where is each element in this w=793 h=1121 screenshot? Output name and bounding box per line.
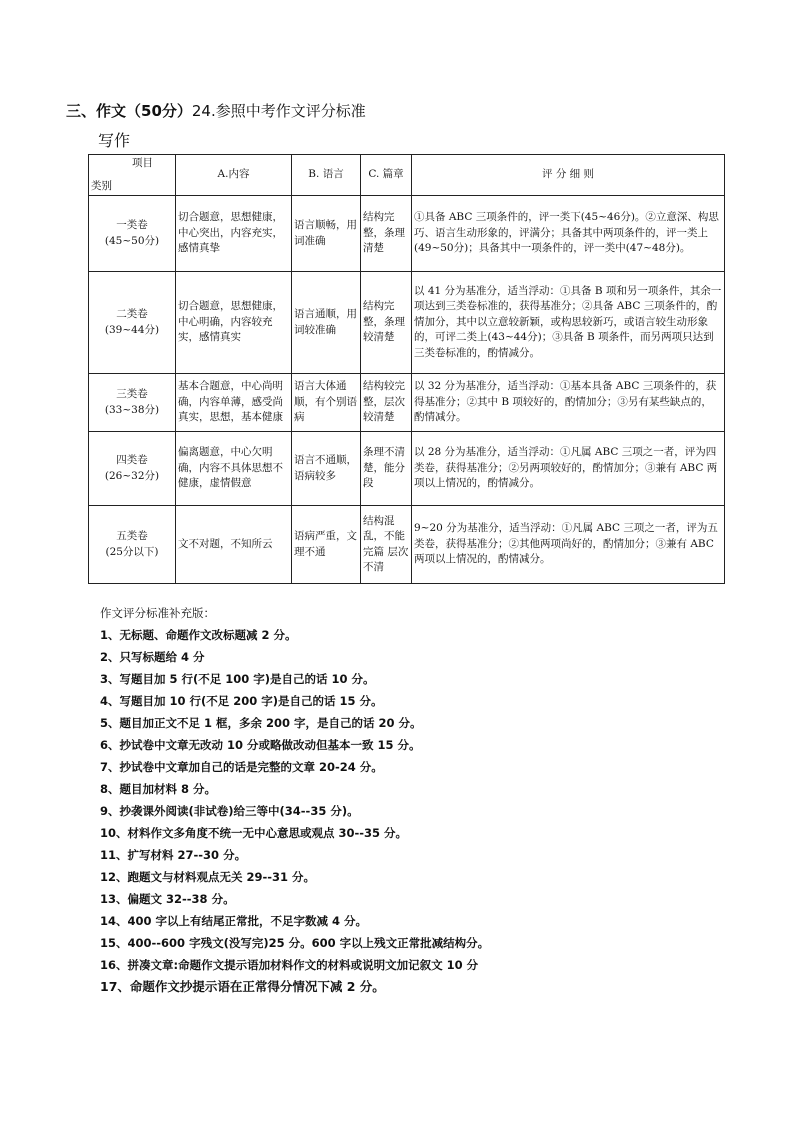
grade-name: 五类卷 bbox=[116, 530, 148, 542]
grade-cell bbox=[89, 196, 176, 272]
section-heading bbox=[66, 100, 366, 121]
grade-range: (25分以下) bbox=[105, 545, 159, 558]
detail-cell: ①具备 ABC 三项条件的，评一类下(45~46分)。②立意深、构思巧、语言生动形象的，评满分；具备其中两项条件的，评一类上(49~50分)；具备其中一项条件的，评一类中(47~48分)。 bbox=[412, 196, 725, 272]
content-cell: 切合题意，思想健康，中心突出，内容充实，感情真挚 bbox=[176, 196, 292, 272]
language-cell: 语言通顺，用词较准确 bbox=[292, 272, 361, 374]
structure-cell: 结构较完整，层次较清楚 bbox=[361, 374, 412, 432]
list-item: 12、跑题文与材料观点无关 29--31 分。 bbox=[100, 870, 316, 884]
grade-name: 一类卷 bbox=[116, 219, 148, 231]
grade-cell bbox=[89, 506, 176, 584]
header-language: B. 语言 bbox=[292, 155, 361, 196]
detail-cell: 9~20 分为基准分，适当浮动：①凡属 ABC 三项之一者，评为五类卷，获得基准分；②其他两项尚好的，酌情加分；③兼有 ABC 两项以上情况的，酌情减分。 bbox=[412, 506, 725, 584]
grade-range: (39~44分) bbox=[104, 323, 160, 336]
header-category-bottom: 类别 bbox=[91, 179, 112, 192]
header-structure: C. 篇章 bbox=[361, 155, 412, 196]
header-content: A.内容 bbox=[176, 155, 292, 196]
list-item: 3、写题目加 5 行(不足 100 字)是自己的话 10 分。 bbox=[100, 672, 375, 686]
grade-name: 三类卷 bbox=[116, 388, 148, 400]
section-heading-rest: 24.参照中考作文评分标准 bbox=[191, 102, 366, 120]
list-item: 17、命题作文抄提示语在正常得分情况下减 2 分。 bbox=[100, 979, 385, 994]
detail-cell: 以 28 分为基准分，适当浮动：①凡属 ABC 三项之一者，评为四类卷，获得基准分；②另两项较好的，酌情加分；③兼有 ABC 两项以上情况的，酌情减分。 bbox=[412, 432, 725, 506]
list-item: 7、抄试卷中文章加自己的话是完整的文章 20-24 分。 bbox=[100, 760, 383, 774]
supplement-section bbox=[100, 602, 740, 998]
detail-cell: 以 41 分为基准分，适当浮动：①具备 B 项和另一项条件，其余一项达到三类卷标准的，获得基准分；②具备 ABC 三项条件的，酌情加分，其中以立意较新颖，或构思较新巧，或语言较生动形象的，可评二类上(43~44分)；③具备 B 项条件，而另两项只达到三类卷标准的，酌情减分。 bbox=[412, 272, 725, 374]
language-cell: 语言不通顺，语病较多 bbox=[292, 432, 361, 506]
header-category bbox=[89, 155, 176, 196]
list-item: 4、写题目加 10 行(不足 200 字)是自己的话 15 分。 bbox=[100, 694, 383, 708]
list-item: 1、无标题、命题作文改标题减 2 分。 bbox=[100, 628, 297, 642]
table-header-row bbox=[89, 155, 725, 196]
language-cell: 语病严重，文理不通 bbox=[292, 506, 361, 584]
list-item: 10、材料作文多角度不统一无中心意思或观点 30--35 分。 bbox=[100, 826, 408, 840]
supplement-title: 作文评分标准补充版： bbox=[100, 606, 215, 620]
header-category-top: 项目 bbox=[132, 157, 153, 169]
subheading: 写作 bbox=[98, 131, 131, 150]
grade-cell bbox=[89, 374, 176, 432]
table-row bbox=[89, 196, 725, 272]
list-item: 8、题目加材料 8 分。 bbox=[100, 782, 217, 796]
grade-range: (33~38分) bbox=[104, 403, 160, 416]
table-row bbox=[89, 506, 725, 584]
grade-range: (45~50分) bbox=[104, 234, 160, 247]
list-item: 5、题目加正文不足 1 框，多余 200 字，是自己的话 20 分。 bbox=[100, 716, 422, 730]
structure-cell: 结构混乱，不能完篇 层次不清 bbox=[361, 506, 412, 584]
grade-name: 二类卷 bbox=[116, 308, 148, 320]
grade-cell bbox=[89, 432, 176, 506]
grade-cell bbox=[89, 272, 176, 374]
list-item: 11、扩写材料 27--30 分。 bbox=[100, 848, 247, 862]
content-cell: 基本合题意，中心尚明确，内容单薄，感受尚真实，思想，基本健康 bbox=[176, 374, 292, 432]
header-detail: 评 分 细 则 bbox=[412, 155, 725, 196]
rubric-table bbox=[88, 154, 725, 584]
language-cell: 语言顺畅，用词准确 bbox=[292, 196, 361, 272]
table-row bbox=[89, 432, 725, 506]
language-cell: 语言大体通顺，有个别语病 bbox=[292, 374, 361, 432]
structure-cell: 结构完整，条理较清楚 bbox=[361, 272, 412, 374]
content-cell: 偏离题意，中心欠明确，内容不具体思想不健康，虚情假意 bbox=[176, 432, 292, 506]
content-cell: 切合题意，思想健康，中心明确，内容较充实，感情真实 bbox=[176, 272, 292, 374]
list-item: 15、400--600 字残文(没写完)25 分。600 字以上残文正常批减结构分。 bbox=[100, 936, 490, 950]
grade-range: (26~32分) bbox=[104, 469, 160, 482]
structure-cell: 结构完整，条理清楚 bbox=[361, 196, 412, 272]
list-item: 6、抄试卷中文章无改动 10 分或略做改动但基本一致 15 分。 bbox=[100, 738, 421, 752]
list-item: 16、拼凑文章:命题作文提示语加材料作文的材料或说明文加记叙文 10 分 bbox=[100, 958, 479, 972]
detail-cell: 以 32 分为基准分，适当浮动：①基本具备 ABC 三项条件的，获得基准分；②其中 B 项较好的，酌情加分；③另有某些缺点的，酌情减分。 bbox=[412, 374, 725, 432]
structure-cell: 条理不清楚，能分段 bbox=[361, 432, 412, 506]
table-row bbox=[89, 374, 725, 432]
table-row bbox=[89, 272, 725, 374]
list-item: 14、400 字以上有结尾正常批，不足字数减 4 分。 bbox=[100, 914, 368, 928]
list-item: 13、偏题文 32--38 分。 bbox=[100, 892, 235, 906]
list-item: 9、抄袭课外阅读(非试卷)给三等中(34--35 分)。 bbox=[100, 804, 359, 818]
section-heading-prefix: 三、作文（50分） bbox=[66, 102, 192, 120]
list-item: 2、只写标题给 4 分 bbox=[100, 650, 205, 664]
content-cell: 文不对题，不知所云 bbox=[176, 506, 292, 584]
grade-name: 四类卷 bbox=[116, 454, 148, 466]
